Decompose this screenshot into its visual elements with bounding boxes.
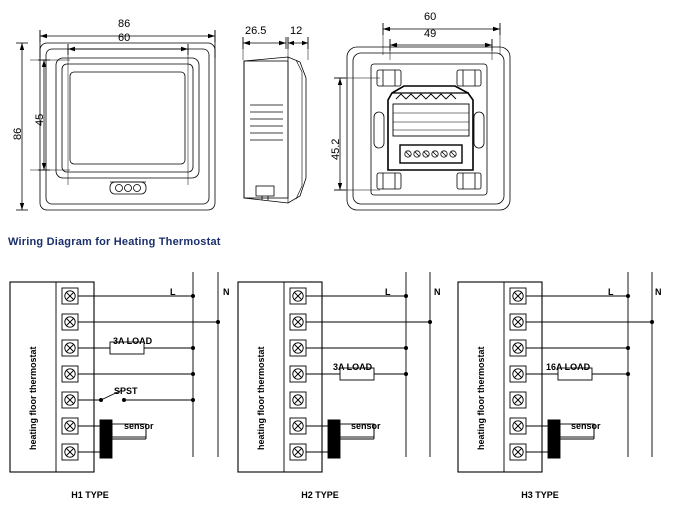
front-width-inner-label: 60: [118, 32, 131, 44]
back-height-inner-label: 45.2: [330, 138, 342, 160]
h2-sensor-label: sensor: [351, 421, 381, 431]
h1-type-label: H1 TYPE: [71, 490, 109, 500]
back-width-inner-label: 49: [424, 28, 437, 40]
back-width-outer-label: 60: [424, 11, 437, 23]
h1-switch-label: SPST: [114, 386, 138, 396]
h3-load-label: 16A LOAD: [546, 362, 591, 372]
side-depth-body-label: 26.5: [245, 25, 267, 37]
h1-load-label: 3A LOAD: [113, 336, 153, 346]
h3-type-label: H3 TYPE: [521, 490, 559, 500]
wiring-h1: [10, 272, 220, 472]
wiring-h2: [238, 272, 432, 472]
h1-thermostat-label: heating floor thermostat: [28, 346, 38, 450]
h2-neutral-label: N: [434, 287, 441, 297]
h3-live-label: L: [608, 287, 614, 297]
h2-type-label: H2 TYPE: [301, 490, 339, 500]
front-width-outer-label: 86: [118, 18, 131, 30]
front-height-inner-label: 45: [34, 113, 46, 126]
wiring-h3: [458, 272, 654, 472]
h3-neutral-label: N: [655, 287, 662, 297]
h3-sensor-label: sensor: [571, 421, 601, 431]
wiring-diagrams: [0, 262, 679, 515]
section-title: Wiring Diagram for Heating Thermostat: [8, 236, 221, 248]
h1-live-label: L: [170, 287, 176, 297]
h2-thermostat-label: heating floor thermostat: [256, 346, 266, 450]
side-depth-front-label: 12: [290, 25, 303, 37]
h1-sensor-label: sensor: [124, 421, 154, 431]
h2-load-label: 3A LOAD: [333, 362, 373, 372]
h1-neutral-label: N: [223, 287, 230, 297]
product-views: [0, 0, 679, 230]
front-height-outer-label: 86: [12, 127, 24, 140]
h3-thermostat-label: heating floor thermostat: [476, 346, 486, 450]
h2-live-label: L: [385, 287, 391, 297]
